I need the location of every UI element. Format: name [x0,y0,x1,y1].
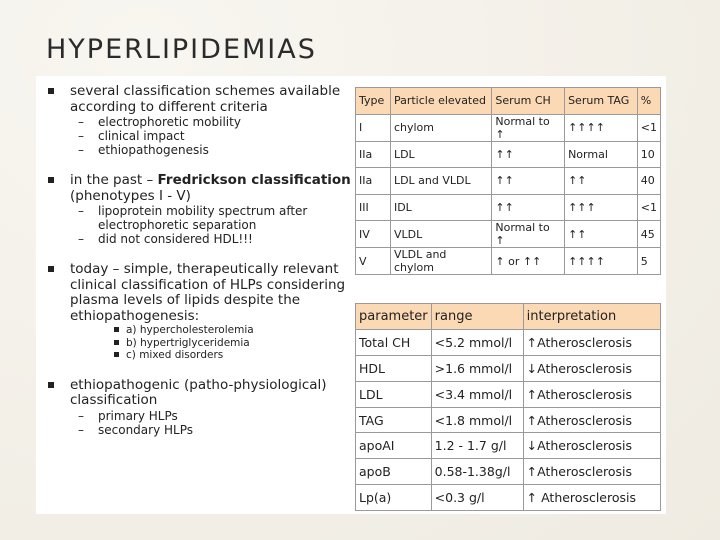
table-cell: <1 [637,114,660,141]
table-cell: Normal to ↑ [492,221,565,248]
fredrickson-table [355,87,661,275]
table-cell: Normal [565,141,638,168]
column-header: interpretation [523,304,660,330]
table-cell: ↑↑ [492,168,565,195]
table-cell: ↑↑↑↑ [565,248,638,275]
content-panel [36,76,666,514]
table-cell: I [356,114,391,141]
bullet-item [48,378,358,409]
column-header: % [637,88,660,115]
column-header: Serum TAG [565,88,638,115]
table-row [356,407,661,433]
table-row [356,485,661,511]
table-row [356,168,661,195]
table-cell: VLDL and chylom [390,248,491,275]
bullet-list [48,84,358,437]
reference-values-table [355,303,661,511]
bullet-marker [48,266,54,272]
sub-item: – did not considered HDL!!! [78,232,253,246]
table-cell: 40 [637,168,660,195]
table-row [356,459,661,485]
table-cell: ↑↑ [492,141,565,168]
sub-text: ethiopathogenesis [98,143,209,157]
bullet-marker [48,88,54,94]
table-cell: ↓Atherosclerosis [523,433,660,459]
sub-text: a) hypercholesterolemia [126,324,254,336]
table-cell: ↑ or ↑↑ [492,248,565,275]
sub-text: secondary HLPs [98,422,193,437]
table-cell: 1.2 - 1.7 g/l [431,433,523,459]
table-cell: <1 [637,194,660,221]
column-header: Particle elevated [390,88,491,115]
table-header-row [356,88,661,115]
bullet-text: in the past – [70,172,158,188]
sub-text: did not considered HDL!!! [98,232,253,246]
table-cell: ↓Atherosclerosis [523,355,660,381]
table-cell: ↑Atherosclerosis [523,381,660,407]
table-cell: IIa [356,168,391,195]
table-cell: ↑↑ [565,168,638,195]
table-cell: LDL [356,381,432,407]
table-cell: VLDL [390,221,491,248]
table-cell: 0.58-1.38g/l [431,459,523,485]
table-cell: ↑↑ [565,221,638,248]
table-header-row [356,304,661,330]
table-cell: ↑↑↑↑ [565,114,638,141]
table-row [356,194,661,221]
table-cell: HDL [356,355,432,381]
table-row [356,381,661,407]
table-cell: III [356,194,391,221]
sub-item [48,349,358,362]
sub-text: c) mixed disorders [126,349,224,361]
table-cell: 5 [637,248,660,275]
bullet-text: several classification schemes available according to different criteria [70,83,341,115]
bullet-text: today – simple, therapeutically relevant clinical classification of HLPs considering plasma levels of lipids despite the ethiopathogenesis: [70,261,346,324]
table-cell: IDL [390,194,491,221]
table-cell: 10 [637,141,660,168]
column-header: Serum CH [492,88,565,115]
sub-text: lipoprotein mobility spectrum after electrophoretic separation [98,204,308,232]
table-row [356,329,661,355]
sub-item [48,324,358,337]
table-cell: <3.4 mmol/l [431,381,523,407]
column-header: Type [356,88,391,115]
table-cell: ↑↑↑ [565,194,638,221]
sub-text: clinical impact [98,129,185,143]
slide-title: HYPERLIPIDEMIAS [46,34,317,65]
bullet-marker [48,177,54,183]
table-cell: IV [356,221,391,248]
table-cell: ↑ Atherosclerosis [523,485,660,511]
table-row [356,141,661,168]
table-cell: LDL [390,141,491,168]
table-row [356,114,661,141]
table-cell: apoB [356,459,432,485]
sub-item: – electrophoretic mobility [78,115,241,129]
table-row [356,433,661,459]
table-row [356,355,661,381]
table-cell: ↑↑ [492,194,565,221]
bullet-bold-text: Fredrickson classification [157,172,351,188]
table-cell: >1.6 mmol/l [431,355,523,381]
bullet-marker [48,382,54,388]
bullet-text: (phenotypes I - V) [70,187,191,204]
table-row [356,248,661,275]
sub-item: – primary HLPs [78,408,178,423]
sub-item: – lipoprotein mobility spectrum after electrophoretic separation [78,204,308,232]
table-cell: <0.3 g/l [431,485,523,511]
table-cell: LDL and VLDL [390,168,491,195]
sub-text: primary HLPs [98,408,178,423]
table-cell: IIa [356,141,391,168]
table-cell: 45 [637,221,660,248]
table-cell: <5.2 mmol/l [431,329,523,355]
column-header: parameter [356,304,432,330]
table-cell: ↑Atherosclerosis [523,459,660,485]
table-cell: V [356,248,391,275]
table-cell: ↑Atherosclerosis [523,329,660,355]
sub-item: – clinical impact [78,129,185,143]
table-cell: Normal to ↑ [492,114,565,141]
table-cell: Lp(a) [356,485,432,511]
sub-item: – secondary HLPs [78,422,193,437]
sub-text: b) hypertriglyceridemia [126,336,250,349]
table-cell: Total CH [356,329,432,355]
table-cell: apoAI [356,433,432,459]
table-cell: chylom [390,114,491,141]
sub-text: electrophoretic mobility [98,115,241,129]
table-row [356,221,661,248]
bullet-item [48,173,358,204]
table-cell: ↑Atherosclerosis [523,407,660,433]
sub-item: – ethiopathogenesis [78,143,209,157]
bullet-text: ethiopathogenic (patho-physiological) classification [70,376,327,408]
table-cell: TAG [356,407,432,433]
table-cell: <1.8 mmol/l [431,407,523,433]
sub-item [48,337,358,350]
column-header: range [431,304,523,330]
bullet-item [48,262,358,324]
bullet-item [48,84,358,115]
